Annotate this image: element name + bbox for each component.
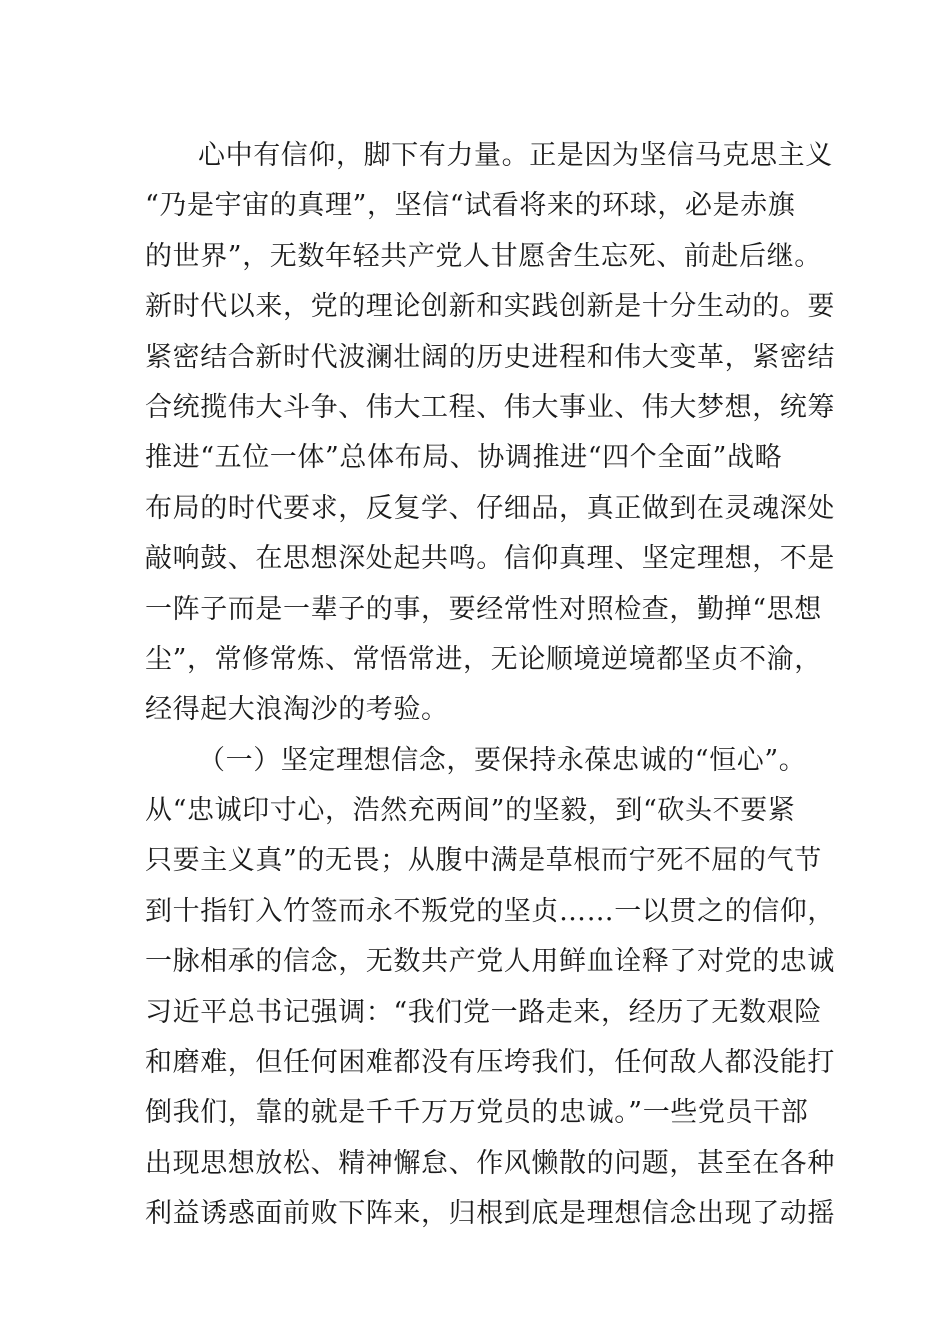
paragraph-2-line: 到十指钉入竹签而永不叛党的坚贞……一以贯之的信仰， [145, 895, 835, 927]
paragraph-1-line: 推进“五位一体”总体布局、协调推进“四个全面”战略 [145, 442, 783, 474]
paragraph-1-line: 布局的时代要求，反复学、仔细品，真正做到在灵魂深处 [145, 492, 835, 524]
paragraph-1-line: 一阵子而是一辈子的事，要经常性对照检查，勤掸“思想 [145, 593, 822, 625]
paragraph-2-line: 利益诱惑面前败下阵来，归根到底是理想信念出现了动摇 [145, 1198, 835, 1230]
paragraph-2-line: 出现思想放松、精神懈怠、作风懒散的问题，甚至在各种 [145, 1147, 835, 1179]
paragraph-1-line: 新时代以来，党的理论创新和实践创新是十分生动的。要 [145, 291, 835, 323]
paragraph-1-line: 心中有信仰，脚下有力量。正是因为坚信马克思主义 [198, 140, 833, 171]
paragraph-1-line: 合统揽伟大斗争、伟大工程、伟大事业、伟大梦想，统筹 [145, 391, 835, 423]
paragraph-2-line: 习近平总书记强调：“我们党一路走来，经历了无数艰险 [145, 996, 822, 1028]
paragraph-1-line: 经得起大浪淘沙的考验。 [145, 694, 449, 726]
paragraph-2-line: 从“忠诚印寸心，浩然充两间”的坚毅，到“砍头不要紧 [145, 795, 796, 827]
paragraph-1-line: 的世界”，无数年轻共产党人甘愿舍生忘死、前赴后继。 [145, 240, 822, 272]
paragraph-2-line: 和磨难，但任何困难都没有压垮我们，任何敌人都没能打 [145, 1047, 835, 1079]
paragraph-1-line: 紧密结合新时代波澜壮阔的历史进程和伟大变革，紧密结 [145, 341, 835, 373]
section-heading-line: （一）坚定理想信念，要保持永葆忠诚的“恒心”。 [198, 744, 807, 776]
paragraph-1-line: “乃是宇宙的真理”，坚信“试看将来的环球，必是赤旗 [145, 190, 796, 222]
paragraph-2-line: 只要主义真”的无畏；从腹中满是草根而宁死不屈的气节 [145, 845, 822, 877]
document-body [145, 131, 835, 1240]
paragraph-1-line: 尘”，常修常炼、常悟常进，无论顺境逆境都坚贞不渝， [145, 643, 822, 675]
paragraph-1-line: 敲响鼓、在思想深处起共鸣。信仰真理、坚定理想，不是 [145, 543, 835, 575]
paragraph-2-line: 一脉相承的信念，无数共产党人用鲜血诠释了对党的忠诚 [145, 946, 835, 978]
paragraph-2-line: 倒我们，靠的就是千千万万党员的忠诚。”一些党员干部 [145, 1097, 809, 1129]
